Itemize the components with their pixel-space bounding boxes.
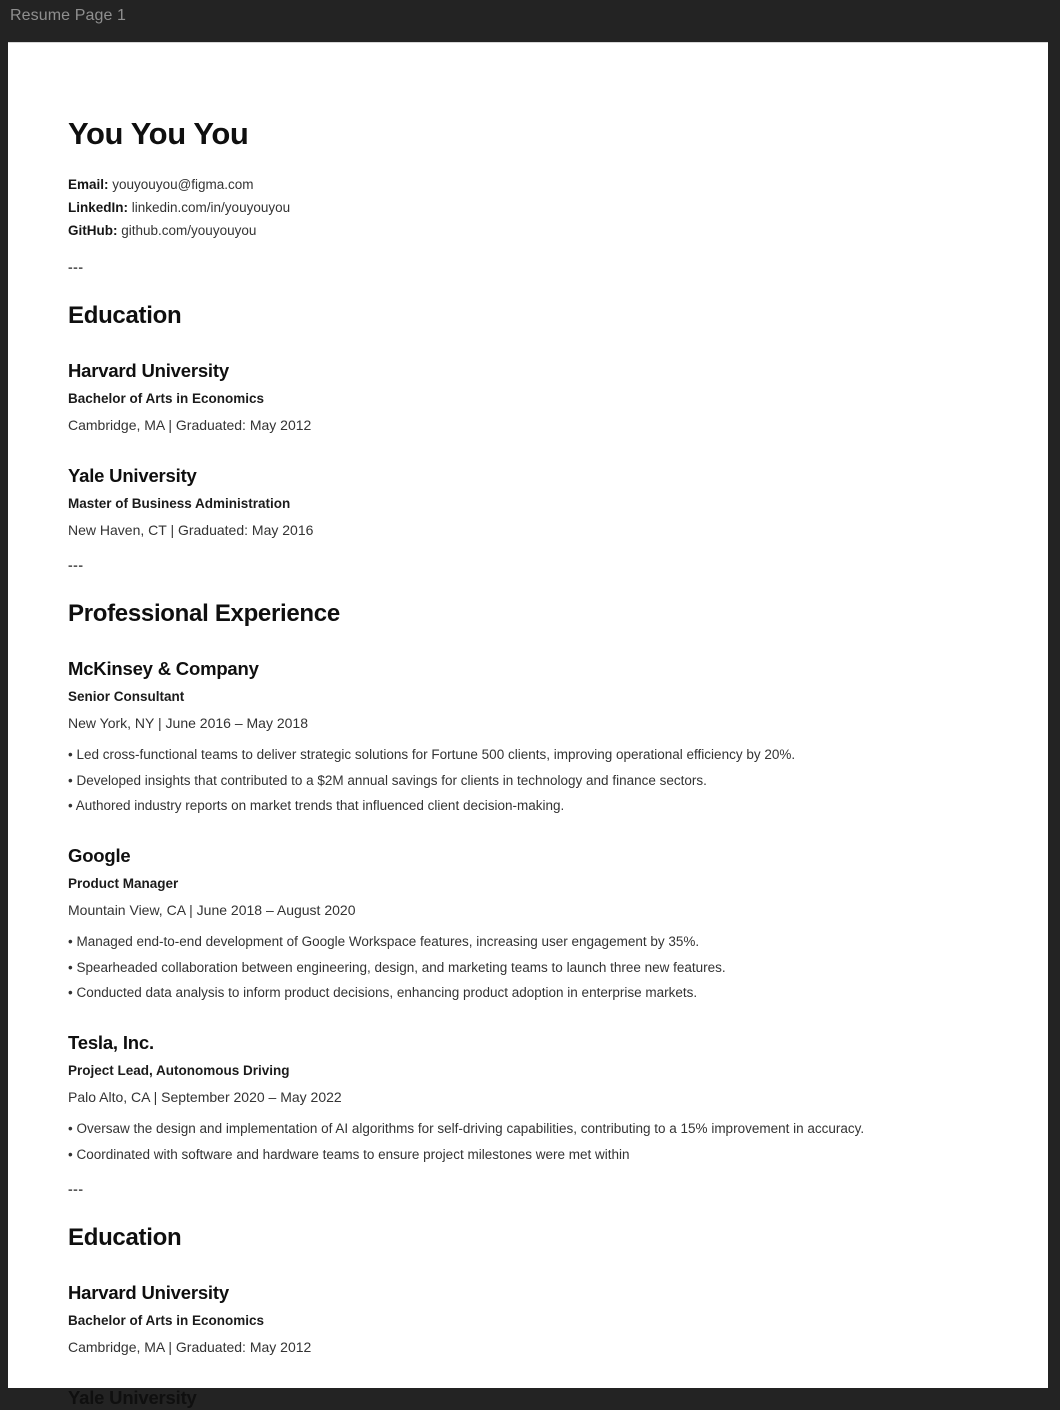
separator: --- [68,557,84,573]
separator: --- [68,259,84,275]
contact-line-github [68,219,988,242]
education-entry [68,1386,988,1410]
bullet-item: • Developed insights that contributed to a $2M annual savings for clients in technology and finance sectors. [68,771,988,790]
contact-github-value: github.com/youyouyou [121,223,257,238]
entry-title: Yale University [68,1386,197,1408]
entry-title: McKinsey & Company [68,658,259,679]
resume-name: You You You [68,116,249,151]
bullet-item: • Authored industry reports on market trends that influenced client decision-making. [68,796,988,815]
bullet-item: • Led cross-functional teams to deliver strategic solutions for Fortune 500 clients, improving operational efficiency by 20%. [68,745,988,764]
entry-meta: Mountain View, CA | June 2018 – August 2020 [68,902,356,918]
entry-subtitle: Project Lead, Autonomous Driving [68,1063,290,1078]
entry-title: Yale University [68,465,197,486]
contact-line-linkedin [68,196,988,219]
entry-subtitle: Bachelor of Arts in Economics [68,1312,265,1328]
section-heading-education-1: Education [68,302,182,329]
entry-subtitle: Master of Business Administration [68,496,291,511]
entry-meta: New Haven, CT | Graduated: May 2016 [68,522,314,538]
entry-subtitle: Bachelor of Arts in Economics [68,391,265,406]
frame-title[interactable]: Resume Page 1 [10,7,127,24]
section-heading-experience: Professional Experience [68,600,340,627]
contact-linkedin-label: LinkedIn: [68,200,128,215]
entry-meta: Palo Alto, CA | September 2020 – May 2022 [68,1089,342,1105]
resume-page [8,42,1048,1408]
entry-subtitle: Product Manager [68,876,179,891]
bullet-item: • Coordinated with software and hardware teams to ensure project milestones were met within [68,1145,988,1164]
bullet-list [68,745,988,815]
contact-line-email [68,173,988,196]
entry-meta: Cambridge, MA | Graduated: May 2012 [68,417,312,433]
contact-github-label: GitHub: [68,223,118,238]
contact-email-value: youyouyou@figma.com [112,177,254,192]
entry-title: Tesla, Inc. [68,1032,154,1053]
contact-email-label: Email: [68,177,109,192]
entry-meta: New York, NY | June 2016 – May 2018 [68,715,308,731]
education-entry [68,464,988,540]
entry-subtitle: Senior Consultant [68,689,185,704]
bullet-item: • Managed end-to-end development of Google Workspace features, increasing user engagement by 35%. [68,932,988,951]
entry-meta: Cambridge, MA | Graduated: May 2012 [68,1338,312,1355]
experience-entry [68,657,988,815]
entry-title: Harvard University [68,1281,229,1303]
entry-title: Google [68,845,131,866]
bullet-item: • Spearheaded collaboration between engineering, design, and marketing teams to launch three new features. [68,958,988,977]
contact-linkedin-value: linkedin.com/in/youyouyou [131,200,291,215]
experience-entry [68,844,988,1002]
experience-entry [68,1031,988,1164]
education-entry [68,1281,988,1357]
bullet-list [68,1119,988,1164]
separator: --- [68,1180,84,1197]
entry-title: Harvard University [68,360,229,381]
section-heading-education-2: Education [68,1223,182,1251]
education-entry [68,359,988,435]
bullet-item: • Conducted data analysis to inform product decisions, enhancing product adoption in enterprise markets. [68,983,988,1002]
bullet-list [68,932,988,1002]
bullet-item: • Oversaw the design and implementation of AI algorithms for self-driving capabilities, contributing to a 15% improvement in accuracy. [68,1119,988,1138]
contact-block [68,173,988,242]
